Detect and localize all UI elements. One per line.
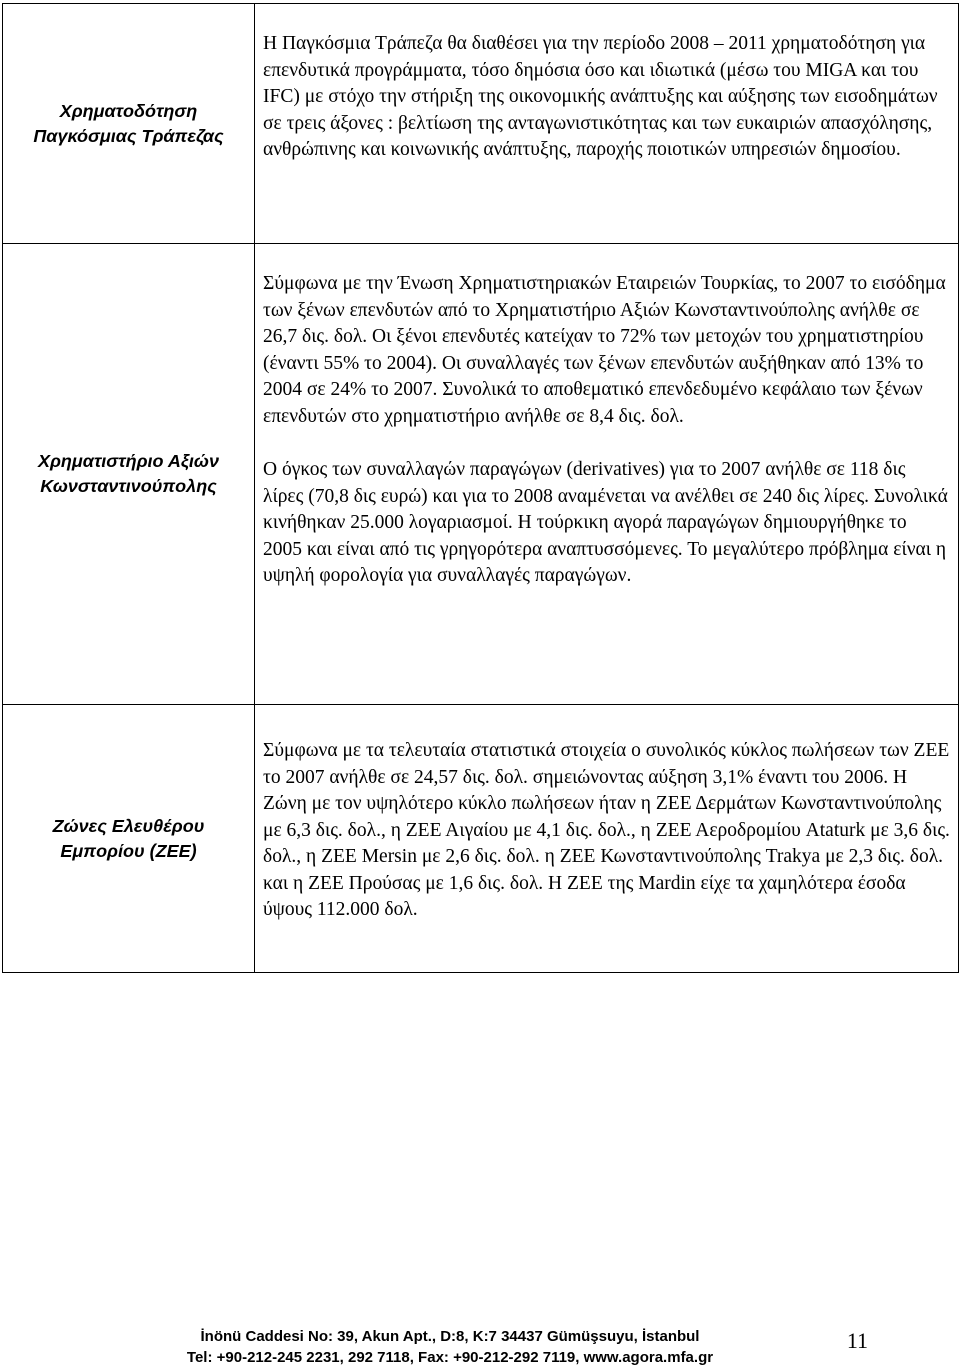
row-content <box>255 4 959 244</box>
page-footer <box>0 1326 960 1366</box>
paragraph: Η Παγκόσμια Τράπεζα θα διαθέσει για την περίοδο 2008 – 2011 χρηματοδότηση για επενδυτικά προγράμματα, τόσο δημόσια όσο και ιδιωτικά (μέσω του MIGA και του IFC) με στόχο την στήριξη της οικονομικής ανάπτυξης και αύξησης των εισοδημάτων σε τρεις άξονες : βελτίωση της ανταγωνιστικότητας και των ευκαιριών απασχόλησης, ανθρώπινης και κοινωνικής ανάπτυξης, παροχής ποιοτικών υπηρεσιών δημοσίου. <box>263 33 938 160</box>
row-label: Χρηματιστήριο Αξιών Κωνσταντινούπολης <box>3 244 255 705</box>
paragraph: Σύμφωνα με τα τελευταία στατιστικά στοιχεία ο συνολικός κύκλος πωλήσεων των ΖΕΕ το 2007 ανήλθε σε 24,57 δις. δολ. σημειώνοντας αύξηση 3,1% έναντι του 2006. Η Ζώνη με τον υψηλότερο κύκλο πωλήσεων ήταν η ΖΕΕ Δερμάτων Κωνσταντινούπολης με 6,3 δις. δολ., η ΖΕΕ Αιγαίου με 4,1 δις. δολ., η ΖΕΕ Αεροδρομίου Ataturk με 3,6 δις. δολ., η ΖΕΕ Mersin με 2,6 δις. δολ. η ΖΕΕ Κωνσταντινούπολης Trakya με 2,3 δις. δολ. και η ΖΕΕ Προύσας με 1,6 δις. δολ. Η ΖΕΕ της Mardin είχε τα χαμηλότερα έσοδα ύψους 112.000 δολ. <box>263 740 950 920</box>
paragraph: Ο όγκος των συναλλαγών παραγώγων (derivatives) για το 2007 ανήλθε σε 118 δις λίρες (70,8 δις ευρώ) και για το 2008 αναμένεται να ανέλθει σε 240 δις λίρες. Συνολικά κινήθηκαν 25.000 λογαριασμοί. Η τούρκικη αγορά παραγώγων δημιουργήθηκε το 2005 και είναι από τις γρηγορότερα αναπτυσσόμενες. Το μεγαλύτερο πρόβλημα είναι η υψηλή φορολογία για συναλλαγές παραγώγων. <box>263 459 948 586</box>
row-label: Χρηματοδότηση Παγκόσμιας Τράπεζας <box>3 4 255 244</box>
row-content <box>255 244 959 705</box>
footer-contact: Tel: +90-212-245 2231, 292 7118, Fax: +90-212-292 7119, www.agora.mfa.gr <box>186 1349 714 1366</box>
row-content <box>255 705 959 973</box>
paragraph: Σύμφωνα με την Ένωση Χρηματιστηριακών Εταιρειών Τουρκίας, το 2007 το εισόδημα των ξένων επενδυτών από το Χρηματιστήριο Αξιών Κωνσταντινούπολης ανήλθε σε 26,7 δις. δολ. Οι ξένοι επενδυτές κατείχαν το 72% των μετοχών του χρηματιστηρίου (έναντι 55% το 2004). Οι συναλλαγές των ξένων επενδυτών αυξήθηκαν από 13% το 2004 σε 24% το 2007. Συνολικά το αποθεματικό επενδεδυμένο κεφάλαιο των ξένων επενδυτών στο χρηματιστήριο ανήλθε σε 8,4 δις. δολ. <box>263 273 946 427</box>
info-table <box>2 3 959 973</box>
table-row <box>3 4 959 244</box>
row-label: Ζώνες Ελευθέρου Εμπορίου (ΖΕΕ) <box>3 705 255 973</box>
footer-address: İnönü Caddesi No: 39, Akun Apt., D:8, K:7 34437 Gümüşsuyu, İstanbul <box>200 1328 700 1345</box>
footer-text <box>150 1326 750 1368</box>
page-number: 11 <box>846 1328 868 1353</box>
table-row <box>3 705 959 973</box>
table-row <box>3 244 959 705</box>
